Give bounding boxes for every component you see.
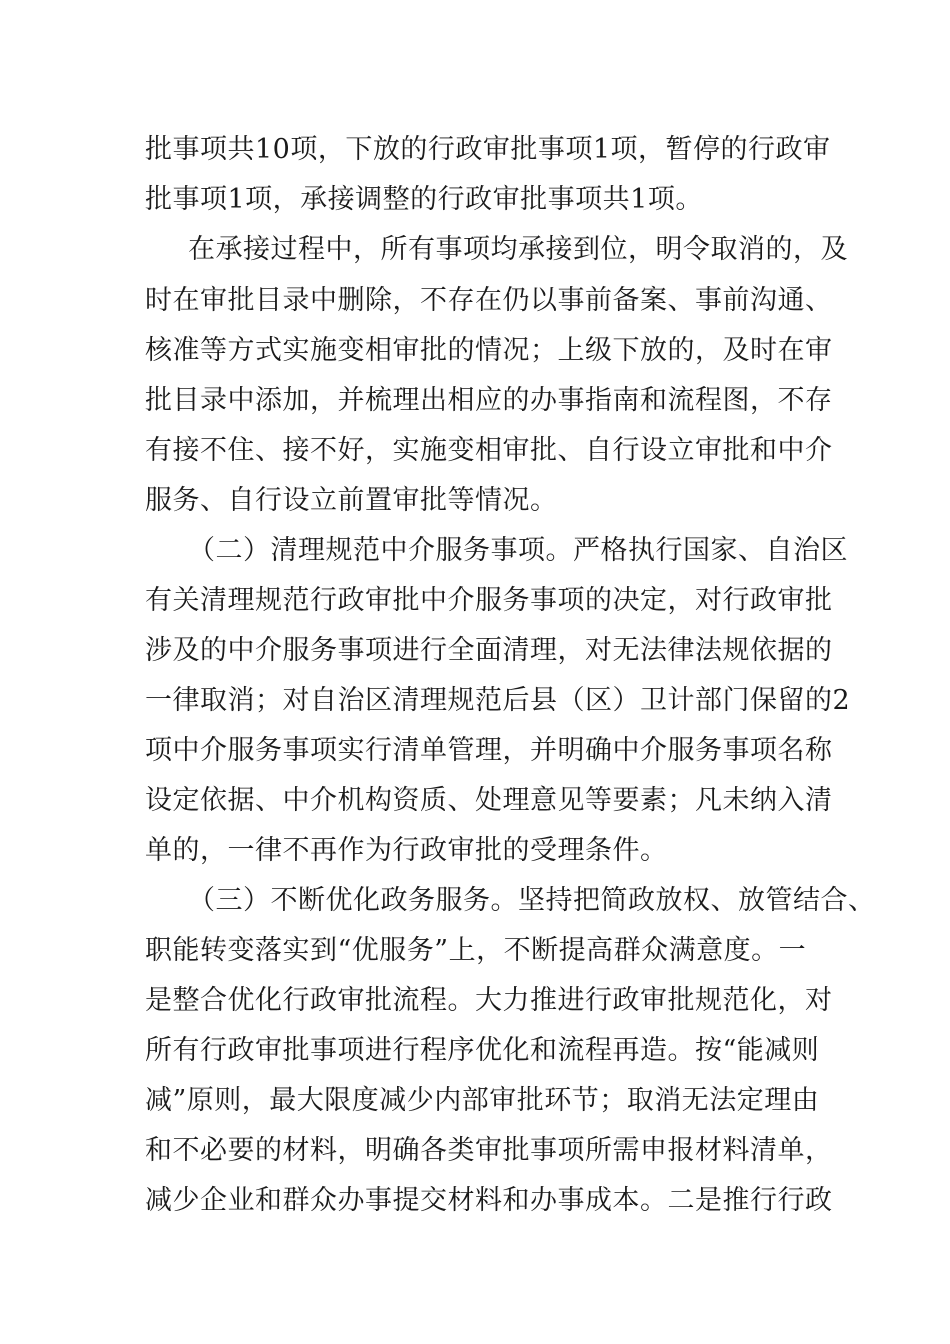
text-line: 有接不住、接不好，实施变相审批、自行设立审批和中介 [145,435,833,466]
text-line: 有关清理规范行政审批中介服务事项的决定，对行政审批 [145,585,833,616]
text-line: 单的，一律不再作为行政审批的受理条件。 [145,835,668,866]
section-heading-line: （二）清理规范中介服务事项。严格执行国家、自治区 [188,535,848,566]
text-line: 职能转变落实到“优服务”上，不断提高群众满意度。一 [145,935,807,966]
text-line: 和不必要的材料，明确各类审批事项所需申报材料清单， [145,1135,833,1166]
text-line: 所有行政审批事项进行程序优化和流程再造。按“能减则 [145,1035,820,1066]
text-line: 减少企业和群众办事提交材料和办事成本。二是推行行政 [145,1185,833,1216]
text-line: 服务、自行设立前置审批等情况。 [145,485,558,516]
text-line: 批事项1项，承接调整的行政审批事项共1项。 [145,184,703,215]
text-line: 减”原则，最大限度减少内部审批环节；取消无法定理由 [145,1085,820,1116]
section-heading-line: （三）不断优化政务服务。坚持把简政放权、放管结合、 [188,885,876,916]
text-line: 项中介服务事项实行清单管理，并明确中介服务事项名称 [145,735,833,766]
text-line: 设定依据、中介机构资质、处理意见等要素；凡未纳入清 [145,785,833,816]
text-line: 核准等方式实施变相审批的情况；上级下放的，及时在审 [145,335,833,366]
text-line: 是整合优化行政审批流程。大力推进行政审批规范化，对 [145,985,833,1016]
text-line: 一律取消；对自治区清理规范后县（区）卫计部门保留的2 [145,685,851,716]
text-line: 时在审批目录中删除，不存在仍以事前备案、事前沟通、 [145,285,833,316]
paragraph-start-line: 在承接过程中，所有事项均承接到位，明令取消的，及 [188,234,848,265]
text-line: 涉及的中介服务事项进行全面清理，对无法律法规依据的 [145,635,833,666]
text-line: 批事项共10项，下放的行政审批事项1项，暂停的行政审 [145,134,831,165]
text-line: 批目录中添加，并梳理出相应的办事指南和流程图，不存 [145,385,833,416]
